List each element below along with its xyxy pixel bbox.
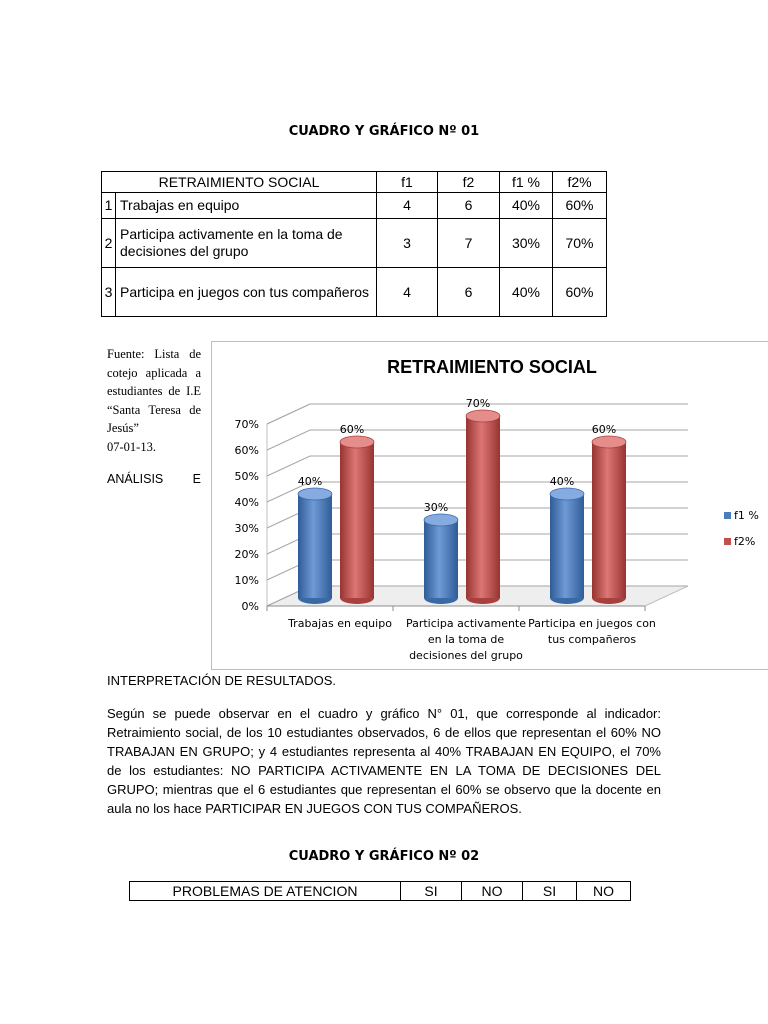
y-tick-label: 20%: [234, 548, 259, 561]
source-text: Fuente: Lista de cotejo aplicada a estudiantes de I.E “Santa Teresa de Jesús”: [107, 347, 201, 435]
row-f1-pct: 40%: [500, 193, 553, 219]
table-retraimiento-social: [101, 171, 607, 317]
table-row: [102, 193, 607, 219]
bar-top: [592, 436, 626, 448]
legend-label: f2%: [734, 535, 756, 548]
table-header-row: [102, 172, 607, 193]
row-number: 3: [102, 268, 116, 317]
table-problemas-atencion: [129, 881, 631, 901]
bar-f2: [592, 442, 626, 598]
interpretation-label: INTERPRETACIÓN DE RESULTADOS.: [107, 673, 336, 688]
data-label: 70%: [465, 397, 491, 410]
header-problemas: PROBLEMAS DE ATENCION: [130, 882, 401, 901]
legend-label: f1 %: [734, 509, 759, 522]
x-category-label: tus compañeros: [547, 633, 637, 646]
header-f2: f2: [438, 172, 500, 193]
table-row: [102, 268, 607, 317]
bar-f2: [340, 442, 374, 598]
row-label: Participa en juegos con tus compañeros: [116, 268, 377, 317]
row-f1-pct: 40%: [500, 268, 553, 317]
analysis-paragraph: Según se puede observar en el cuadro y gráfico N° 01, que corresponde al indicador: Retraimiento social, de los 10 estudiantes observados, 6 de ellos que representan el 60% NO TRABAJAN EN GRUPO; y 4 estudiantes representa al 40% TRABAJAN EN EQUIPO, el 70% de los estudiantes: NO PARTICIPA ACTIVAMENTE EN LA TOMA DE DECISIONES DEL GRUPO; mientras que el 6 estudiantes que representan el 60% se observo que la docente en aula no los hace PARTICIPAR EN JUEGOS CON TUS COMPAÑEROS.: [107, 706, 661, 816]
row-f2-pct: 60%: [553, 268, 607, 317]
legend-swatch: [724, 538, 731, 545]
data-label: 40%: [297, 475, 323, 488]
data-label: 60%: [339, 423, 365, 436]
y-tick-label: 30%: [234, 522, 259, 535]
bar-f1: [298, 494, 332, 598]
row-f1: 4: [377, 268, 438, 317]
header-no: NO: [462, 882, 523, 901]
header-si: SI: [523, 882, 577, 901]
bar-f2: [466, 416, 500, 598]
row-f2: 7: [438, 219, 500, 268]
header-f1: f1: [377, 172, 438, 193]
y-tick-label: 10%: [234, 574, 259, 587]
bar-f1: [424, 520, 458, 598]
row-f2: 6: [438, 268, 500, 317]
header-retraimiento: RETRAIMIENTO SOCIAL: [102, 172, 377, 193]
row-f1-pct: 30%: [500, 219, 553, 268]
y-tick-label: 0%: [241, 600, 259, 613]
x-category-label: en la toma de: [427, 633, 505, 646]
bar-top: [550, 488, 584, 500]
heading-cuadro-02: CUADRO Y GRÁFICO Nº 02: [288, 849, 480, 864]
header-f2-pct: f2%: [553, 172, 607, 193]
bar-chart-svg: [212, 342, 768, 669]
header-f1-pct: f1 %: [500, 172, 553, 193]
y-tick-label: 50%: [234, 470, 259, 483]
data-label: 30%: [423, 501, 449, 514]
chart-retraimiento-social: [211, 341, 768, 670]
bar-top: [340, 436, 374, 448]
row-f2: 6: [438, 193, 500, 219]
x-category-label: Participa en juegos con: [528, 617, 656, 630]
header-no: NO: [577, 882, 631, 901]
row-label: Participa activamente en la toma de decisiones del grupo: [116, 219, 377, 268]
table-row: [102, 219, 607, 268]
row-f2-pct: 70%: [553, 219, 607, 268]
row-f1: 4: [377, 193, 438, 219]
chart-title: RETRAIMIENTO SOCIAL: [387, 357, 597, 377]
bar-f1: [550, 494, 584, 598]
bar-top: [424, 514, 458, 526]
legend-swatch: [724, 512, 731, 519]
bar-top: [466, 410, 500, 422]
bar-top: [298, 488, 332, 500]
x-category-label: Trabajas en equipo: [288, 617, 392, 630]
y-tick-label: 40%: [234, 496, 259, 509]
row-number: 2: [102, 219, 116, 268]
header-si: SI: [401, 882, 462, 901]
row-label: Trabajas en equipo: [116, 193, 377, 219]
table-header-row: [130, 882, 631, 901]
heading-cuadro-01: CUADRO Y GRÁFICO Nº 01: [288, 124, 480, 139]
row-f2-pct: 60%: [553, 193, 607, 219]
y-tick-label: 70%: [234, 418, 259, 431]
row-f1: 3: [377, 219, 438, 268]
row-number: 1: [102, 193, 116, 219]
data-label: 40%: [549, 475, 575, 488]
source-note: [107, 345, 201, 456]
y-tick-label: 60%: [234, 444, 259, 457]
source-date: 07-01-13.: [107, 439, 156, 454]
analysis-label: ANÁLISIS E: [107, 472, 201, 486]
x-category-label: decisiones del grupo: [409, 649, 523, 662]
data-label: 60%: [591, 423, 617, 436]
x-category-label: Participa activamente: [405, 617, 527, 630]
